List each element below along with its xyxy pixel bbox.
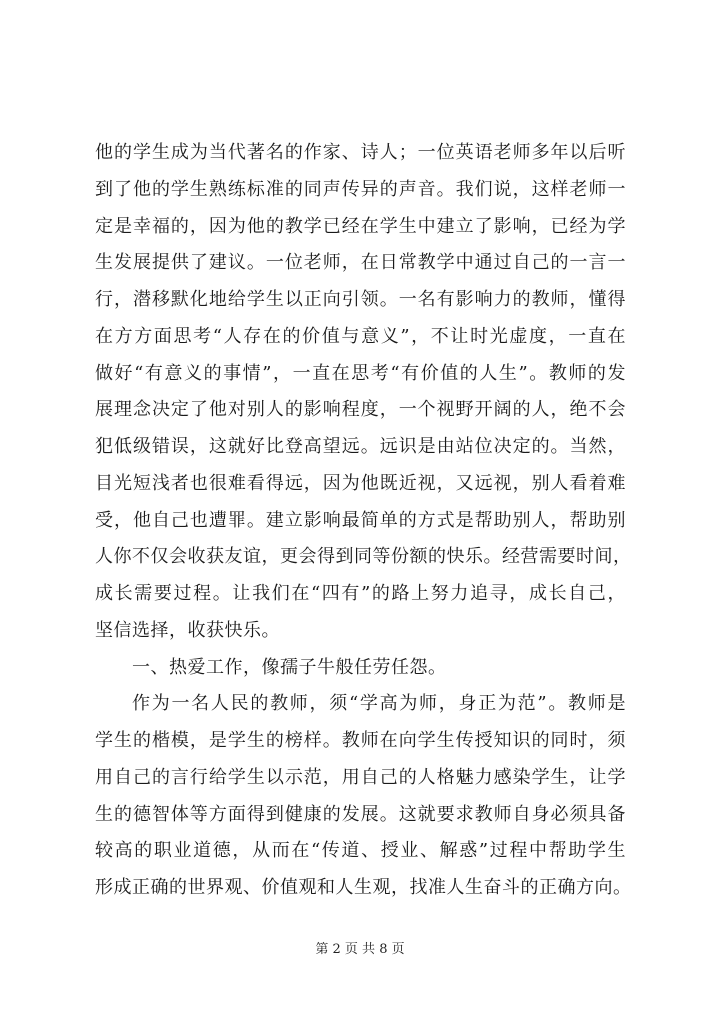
text-line: 作为一名人民的教师，须“学高为师，身正为范”。教师是 [132, 693, 626, 715]
page-number-footer: 第 2 页 共 8 页 [315, 942, 405, 957]
body-text [95, 135, 632, 907]
text-line: 到了他的学生熟练标准的同声传异的声音。我们说，这样老师一 [95, 178, 626, 200]
text-line: 生的德智体等方面得到健康的发展。这就要求教师自身必须具备 [95, 803, 626, 825]
text-line: 目光短浅者也很难看得远，因为他既近视，又远视，别人看着难 [95, 472, 626, 494]
section-heading: 一、热爱工作，像孺子牛般任劳任怨。 [132, 656, 447, 678]
text-line: 生发展提供了建议。一位老师，在日常教学中通过自己的一言一 [95, 252, 626, 274]
text-line: 人你不仅会收获友谊，更会得到同等份额的快乐。经营需要时间， [95, 546, 632, 568]
text-line: 形成正确的世界观、价值观和人生观，找准人生奋斗的正确方向。 [95, 877, 632, 898]
text-line: 在方方面思考“人存在的价值与意义”，不让时光虚度，一直在 [95, 325, 626, 347]
text-line: 学生的楷模，是学生的榜样。教师在向学生传授知识的同时，须 [95, 730, 626, 751]
text-line: 成长需要过程。让我们在“四有”的路上努力追寻，成长自己， [95, 583, 626, 604]
text-line: 展理念决定了他对别人的影响程度，一个视野开阔的人，绝不会 [95, 399, 626, 421]
text-line: 受，他自己也遭罪。建立影响最简单的方式是帮助别人，帮助别 [95, 509, 626, 531]
text-line: 坚信选择，收获快乐。 [95, 619, 280, 641]
text-line: 行，潜移默化地给学生以正向引领。一名有影响力的教师，懂得 [95, 289, 626, 310]
text-line: 犯低级错误，这就好比登高望远。远识是由站位决定的。当然， [95, 436, 626, 457]
text-line: 用自己的言行给学生以示范，用自己的人格魅力感染学生，让学 [95, 766, 626, 788]
text-line: 定是幸福的，因为他的教学已经在学生中建立了影响，已经为学 [95, 215, 626, 237]
text-line: 较高的职业道德，从而在“传道、授业、解惑”过程中帮助学生 [95, 840, 626, 862]
text-line: 做好“有意义的事情”，一直在思考“有价值的人生”。教师的发 [95, 362, 626, 384]
text-line: 他的学生成为当代著名的作家、诗人；一位英语老师多年以后听 [95, 142, 626, 163]
